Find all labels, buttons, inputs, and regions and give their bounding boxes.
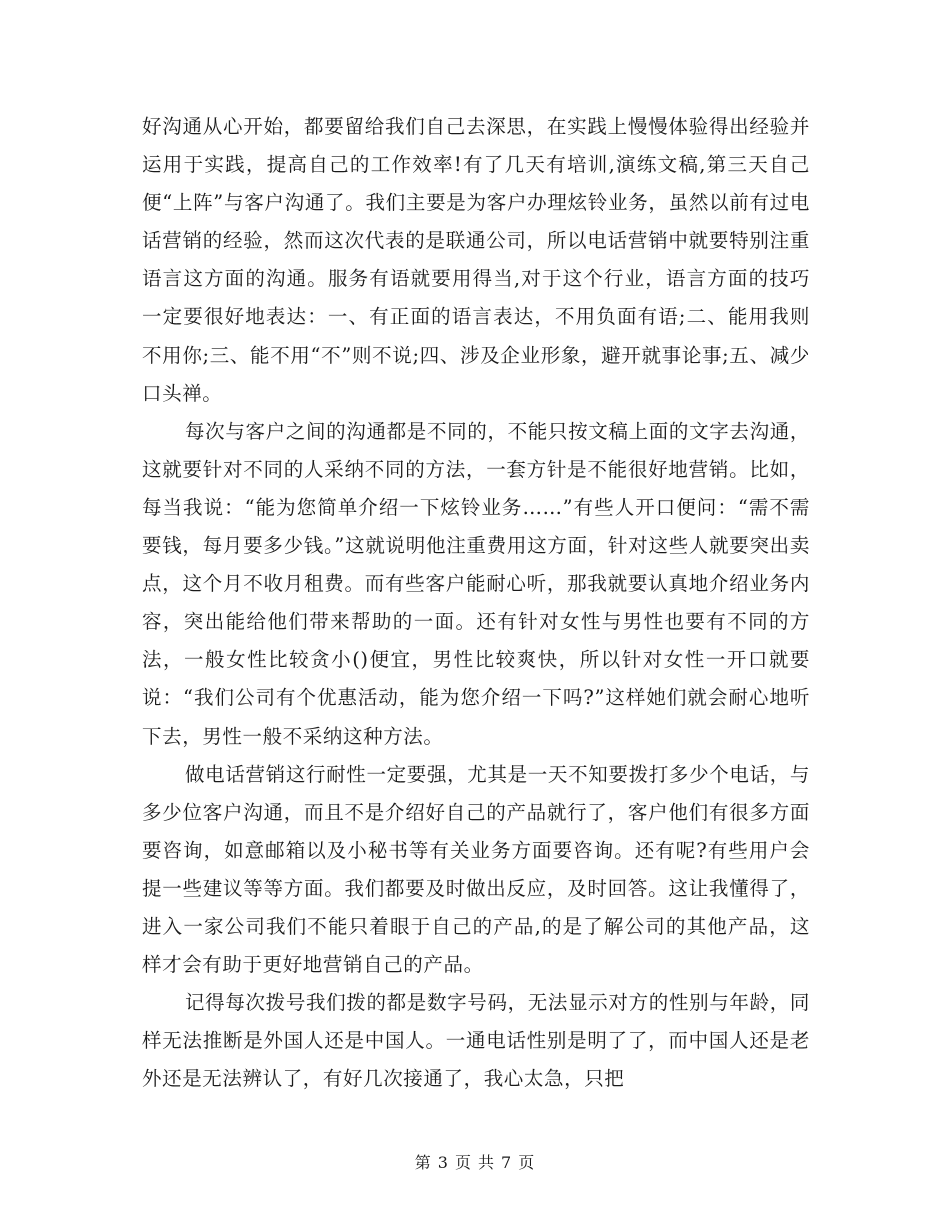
document-body [142, 108, 810, 1098]
footer-prefix: 第 [414, 1153, 432, 1172]
paragraph-1: 好沟通从心开始，都要留给我们自己去深思，在实践上慢慢体验得出经验并运用于实践，提高自己的工作效率!有了几天有培训,演练文稿,第三天自己便“上阵”与客户沟通了。我们主要是为客户办理炫铃业务，虽然以前有过电话营销的经验，然而这次代表的是联通公司，所以电话营销中就要特别注重语言这方面的沟通。服务有语就要用得当,对于这个行业，语言方面的技巧一定要很好地表达：一、有正面的语言表达，不用负面有语;二、能用我则不用你;三、能不用“不”则不说;四、涉及企业形象，避开就事论事;五、减少口头禅。 [142, 115, 810, 405]
footer-middle: 页 共 [454, 1153, 496, 1172]
page-footer [0, 1150, 950, 1173]
footer-total-pages: 7 [501, 1153, 513, 1172]
paragraph-4: 记得每次拨号我们拨的都是数字号码，无法显示对方的性别与年龄，同样无法推断是外国人还是中国人。一通电话性别是明了了，而中国人还是老外还是无法辨认了，有好几次接通了，我心太急，只把 [142, 991, 810, 1091]
footer-suffix: 页 [518, 1153, 536, 1172]
footer-page-number: 3 [437, 1153, 449, 1172]
paragraph-3: 做电话营销这行耐性一定要强，尤其是一天不知要拨打多少个电话，与多少位客户沟通，而且不是介绍好自己的产品就行了，客户他们有很多方面要咨询，如意邮箱以及小秘书等有关业务方面要咨询。还有呢?有些用户会提一些建议等等方面。我们都要及时做出反应，及时回答。这让我懂得了，进入一家公司我们不能只着眼于自己的产品,的是了解公司的其他产品，这样才会有助于更好地营销自己的产品。 [142, 762, 810, 977]
paragraph-2: 每次与客户之间的沟通都是不同的，不能只按文稿上面的文字去沟通，这就要针对不同的人采纳不同的方法，一套方针是不能很好地营销。比如，每当我说：“能为您简单介绍一下炫铃业务……”有些人开口便问：“需不需要钱，每月要多少钱。”这就说明他注重费用这方面，针对这些人就要突出卖点，这个月不收月租费。而有些客户能耐心听，那我就要认真地介绍业务内容，突出能给他们带来帮助的一面。还有针对女性与男性也要有不同的方法，一般女性比较贪小()便宜，男性比较爽快，所以针对女性一开口就要说：“我们公司有个优惠活动，能为您介绍一下吗?”这样她们就会耐心地听下去，男性一般不采纳这种方法。 [142, 419, 810, 748]
